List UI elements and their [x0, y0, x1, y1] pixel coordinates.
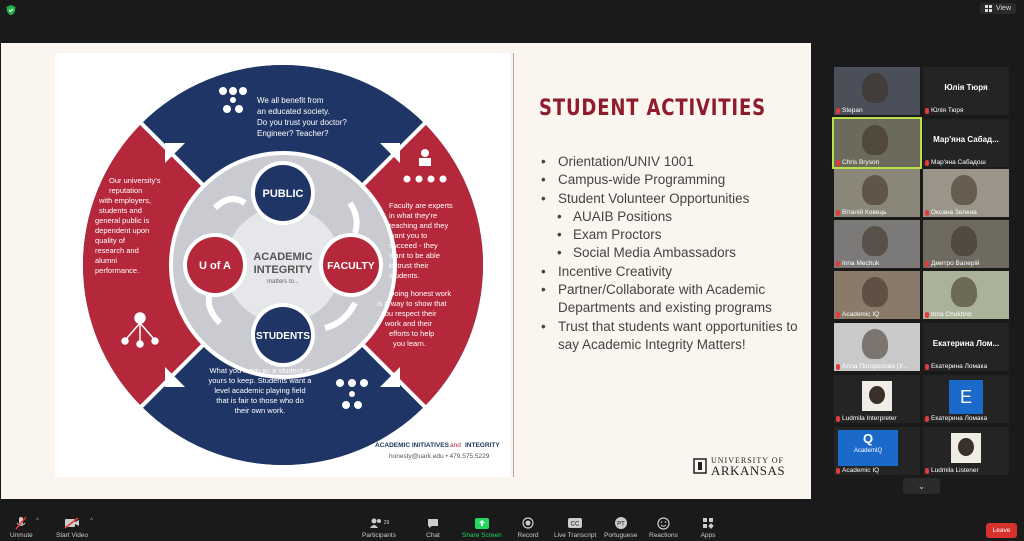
unmute-button[interactable]: Unmute — [10, 516, 33, 539]
svg-text:ACADEMIC INITIATIVES: ACADEMIC INITIATIVES — [375, 442, 449, 449]
record-button[interactable]: Record — [517, 516, 539, 539]
participant-tile[interactable] — [923, 271, 1009, 319]
svg-text:level academic playing field: level academic playing field — [214, 386, 306, 395]
muted-mic-icon — [925, 160, 929, 166]
muted-mic-icon — [836, 210, 840, 216]
participant-video — [862, 125, 888, 155]
center-line2: INTEGRITY — [253, 264, 313, 276]
muted-mic-icon — [925, 108, 929, 114]
academiq-logo: Q AcademIQ — [838, 430, 898, 466]
muted-mic-icon — [836, 261, 840, 267]
svg-text:PT: PT — [616, 521, 625, 528]
muted-mic-icon — [836, 108, 840, 114]
participant-name — [836, 311, 879, 318]
participant-tile[interactable] — [834, 169, 920, 217]
smiley-icon — [652, 516, 674, 530]
muted-mic-icon — [925, 468, 929, 474]
participant-name-label: Inna Mechuk — [842, 260, 880, 267]
record-icon — [517, 516, 539, 530]
participant-name-label: Алла Погорєлова (У... — [842, 363, 908, 370]
bullet-item: • Student Volunteer Opportunities — [541, 190, 801, 208]
bullet-item: • Trust that students want opportunities to say Academic Integrity Matters! — [541, 318, 801, 355]
bullet-item: • Orientation/UNIV 1001 — [541, 153, 801, 171]
svg-text:Doing honest work: Doing honest work — [389, 289, 452, 298]
apps-button[interactable]: Apps — [697, 516, 719, 539]
svg-text:efforts to help: efforts to help — [389, 329, 435, 338]
participant-video — [862, 73, 888, 103]
muted-mic-icon — [836, 364, 840, 370]
svg-text:with employers,: with employers, — [99, 196, 152, 205]
participant-video — [951, 277, 977, 307]
svg-text:in what they're: in what they're — [389, 211, 438, 220]
participant-name-label: Екатерина Ломака — [931, 363, 988, 370]
sub-bullet-item: • Social Media Ambassadors — [541, 244, 801, 262]
graphic-footer — [375, 442, 500, 460]
svg-text:We all benefit from: We all benefit from — [257, 96, 324, 105]
svg-text:quality of: quality of — [95, 236, 126, 245]
muted-mic-icon — [10, 516, 32, 530]
participant-tile[interactable] — [923, 67, 1009, 115]
leave-button[interactable]: Leave — [986, 523, 1017, 538]
participant-name-label: Stepan — [842, 107, 863, 114]
cc-icon — [564, 516, 586, 530]
video-off-icon — [61, 516, 83, 530]
participant-tile[interactable] — [834, 271, 920, 319]
participant-name — [925, 159, 986, 166]
svg-text:their own work.: their own work. — [234, 406, 286, 415]
node-students: STUDENTS — [256, 331, 310, 342]
participant-name — [925, 363, 987, 370]
avatar — [862, 381, 892, 411]
muted-mic-icon — [836, 160, 840, 166]
participant-name-label: Дмитро Валерій — [931, 260, 980, 267]
start-video-button[interactable]: Start Video — [56, 516, 88, 539]
participant-tile[interactable] — [923, 375, 1009, 423]
security-shield-icon[interactable] — [5, 4, 17, 16]
participant-tile[interactable] — [834, 427, 920, 475]
muted-mic-icon — [925, 312, 929, 318]
participant-name-label: Мар'яна Сабадош — [931, 159, 986, 166]
participant-name — [836, 209, 886, 216]
muted-mic-icon — [925, 416, 929, 422]
participant-tile[interactable] — [834, 375, 920, 423]
sub-bullet-item: • AUAIB Positions — [541, 208, 801, 226]
participant-tile[interactable] — [834, 119, 920, 167]
participant-name-label: Екатерина Ломака — [931, 415, 988, 422]
center-line1: ACADEMIC — [253, 251, 313, 263]
view-button[interactable] — [980, 3, 1016, 14]
participant-name — [925, 467, 979, 474]
participant-name — [925, 260, 980, 267]
svg-text:reputation: reputation — [109, 186, 143, 195]
slide-bullet-list — [541, 153, 801, 354]
svg-text:research and: research and — [95, 246, 139, 255]
participant-name — [925, 311, 971, 318]
gallery-scroll-down-button[interactable]: ⌄ — [903, 478, 940, 494]
audio-options-caret[interactable]: ^ — [36, 518, 39, 524]
participant-tile[interactable] — [834, 220, 920, 268]
svg-text:you respect their: you respect their — [381, 309, 437, 318]
svg-text:teaching and they: teaching and they — [389, 221, 449, 230]
participant-name — [836, 159, 879, 166]
participant-name-label: Chris Bryson — [842, 159, 880, 166]
muted-mic-icon — [925, 210, 929, 216]
participant-name-label: Inna Chukhno — [931, 311, 972, 318]
language-interpretation-button[interactable]: PT Portuguese — [604, 516, 637, 539]
node-public: PUBLIC — [262, 188, 304, 200]
logo-line1: UNIVERSITY OF — [711, 456, 784, 465]
svg-text:students and: students and — [99, 206, 142, 215]
participant-video — [862, 329, 888, 359]
participant-center-name: Мар'яна Сабад... — [933, 135, 999, 144]
participant-tile[interactable] — [834, 67, 920, 115]
participant-name-label: Оксана Зелена — [931, 209, 977, 216]
participant-name-label: Academic IQ — [842, 311, 880, 318]
participant-center-name: Екатерина Лом... — [932, 339, 1000, 348]
participant-name-label: Academic IQ — [842, 467, 880, 474]
participant-tile[interactable] — [923, 427, 1009, 475]
participant-name-label: Ludmila Listener — [931, 467, 979, 474]
muted-mic-icon — [925, 261, 929, 267]
svg-text:you learn.: you learn. — [393, 339, 426, 348]
muted-mic-icon — [925, 364, 929, 370]
participant-video — [951, 175, 977, 205]
participant-name-label: Віталій Ковець — [842, 209, 887, 216]
muted-mic-icon — [836, 468, 840, 474]
live-transcript-button[interactable]: CC Live Transcript — [554, 516, 596, 539]
logo-line2: ARKANSAS — [711, 463, 786, 478]
svg-text:Do you trust your doctor?: Do you trust your doctor? — [257, 118, 347, 127]
participant-name — [836, 107, 863, 114]
chat-button[interactable]: Chat — [422, 516, 444, 539]
participant-tile[interactable] — [923, 119, 1009, 167]
participants-button[interactable]: 29 Participants — [362, 516, 396, 539]
avatar-letter: E — [949, 380, 983, 414]
svg-text:honesty@uark.edu • 479.575.522: honesty@uark.edu • 479.575.5229 — [389, 453, 490, 460]
svg-text:Engineer? Teacher?: Engineer? Teacher? — [257, 129, 329, 138]
participant-name — [925, 209, 977, 216]
participant-video — [862, 226, 888, 256]
muted-mic-icon — [836, 312, 840, 318]
participant-name — [925, 107, 963, 114]
svg-text:an educated society.: an educated society. — [257, 107, 330, 116]
university-logo — [693, 456, 785, 476]
svg-text:yours to keep. Students want a: yours to keep. Students want a — [208, 376, 312, 385]
share-screen-button[interactable]: Share Screen — [462, 516, 502, 539]
share-screen-icon — [471, 516, 493, 530]
participant-name — [836, 363, 908, 370]
slide-divider — [513, 53, 514, 477]
academiq-logo-text: AcademIQ — [853, 448, 883, 454]
language-pt-icon — [610, 516, 632, 530]
participant-video — [862, 277, 888, 307]
svg-text:want to be able: want to be able — [389, 251, 440, 260]
grid-view-icon — [985, 5, 992, 12]
svg-text:INTEGRITY: INTEGRITY — [465, 442, 500, 449]
svg-text:Our university's: Our university's — [109, 176, 161, 185]
academic-integrity-wheel — [55, 53, 510, 477]
participant-name — [836, 260, 879, 267]
svg-text:want you to: want you to — [389, 231, 428, 240]
video-options-caret[interactable]: ^ — [90, 518, 93, 524]
view-label: View — [995, 5, 1011, 12]
participant-center-name: Юлія Тюря — [944, 83, 988, 92]
participant-video — [862, 175, 888, 205]
participant-name — [836, 415, 897, 422]
participant-name-label: Ludmila Interpreter — [842, 415, 897, 422]
svg-text:to trust their: to trust their — [389, 261, 429, 270]
svg-text:general public is: general public is — [95, 216, 150, 225]
avatar — [951, 433, 981, 463]
meeting-toolbar — [0, 510, 1024, 541]
apps-icon — [697, 516, 719, 530]
svg-text:Faculty are experts: Faculty are experts — [389, 201, 453, 210]
center-line3: matters to... — [267, 279, 299, 285]
participants-icon: 29 — [368, 516, 390, 530]
participant-tile[interactable] — [834, 323, 920, 371]
shared-screen[interactable] — [1, 43, 811, 499]
participant-name-label: Юлія Тюря — [931, 107, 964, 114]
bullet-item: • Campus-wide Programming — [541, 171, 801, 189]
svg-text:What you learn as a student is: What you learn as a student is — [209, 366, 311, 375]
participant-name — [925, 415, 987, 422]
svg-text:and: and — [450, 442, 461, 449]
svg-text:students.: students. — [389, 271, 420, 280]
university-crest-icon — [693, 457, 707, 475]
svg-text:CC: CC — [570, 521, 580, 528]
svg-text:work and their: work and their — [385, 319, 433, 328]
participant-tile[interactable] — [923, 220, 1009, 268]
participant-tile[interactable] — [923, 169, 1009, 217]
participant-name — [836, 467, 879, 474]
sub-bullet-item: • Exam Proctors — [541, 226, 801, 244]
chat-bubble-icon — [422, 516, 444, 530]
svg-text:that is fair to those who do: that is fair to those who do — [216, 396, 304, 405]
participant-tile[interactable] — [923, 323, 1009, 371]
slide-graphic-panel — [55, 53, 510, 477]
muted-mic-icon — [836, 416, 840, 422]
node-faculty: FACULTY — [327, 260, 375, 272]
svg-text:is a way to show that: is a way to show that — [377, 299, 447, 308]
svg-text:dependent upon: dependent upon — [95, 226, 150, 235]
participant-video — [951, 226, 977, 256]
svg-text:alumni: alumni — [95, 256, 118, 265]
svg-text:succeed - they: succeed - they — [389, 241, 438, 250]
slide-title: STUDENT ACTIVITIES — [539, 96, 766, 121]
bullet-item: • Partner/Collaborate with Academic Departments and existing programs — [541, 281, 801, 318]
reactions-button[interactable]: Reactions — [649, 516, 678, 539]
node-ua: U of A — [199, 260, 231, 272]
svg-text:performance.: performance. — [95, 266, 140, 275]
bullet-item: • Incentive Creativity — [541, 263, 801, 281]
